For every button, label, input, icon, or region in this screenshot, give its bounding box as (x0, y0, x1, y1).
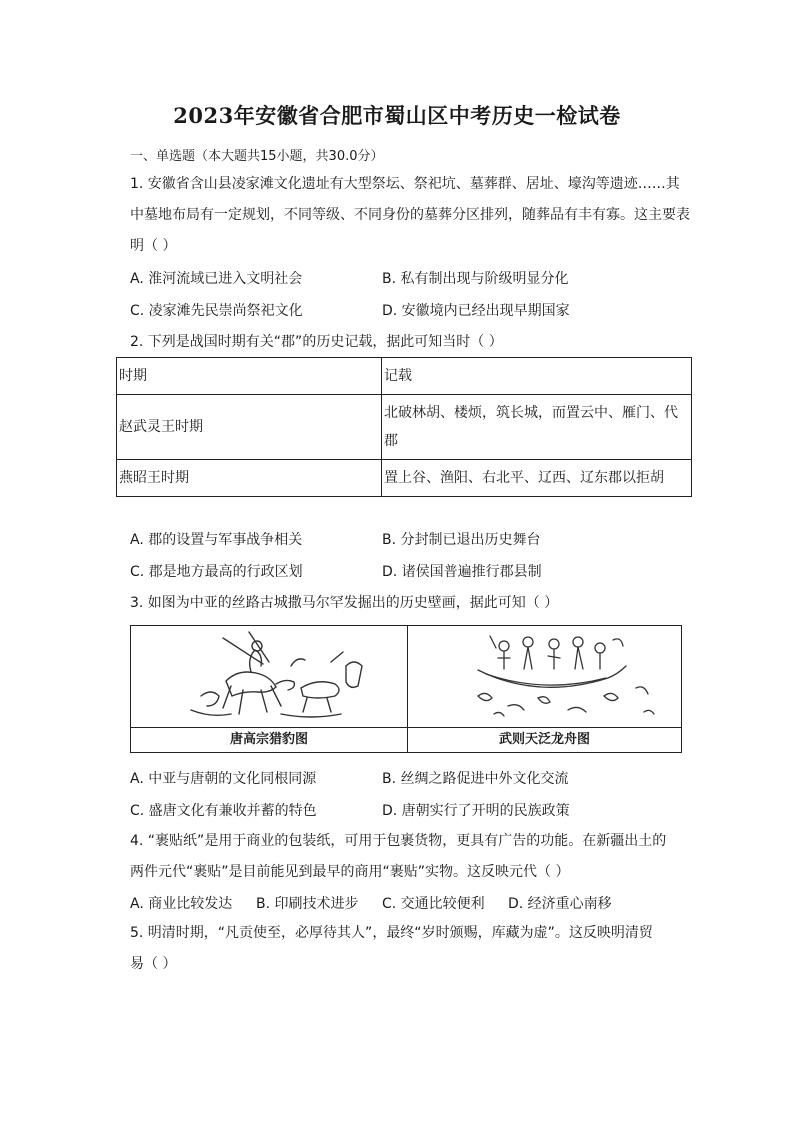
q4-option-c: C. 交通比较便利 (382, 896, 485, 912)
table-cell: 置上谷、渔阳、右北平、辽西、辽东郡以拒胡 (382, 460, 692, 497)
hunting-mural-sketch (131, 626, 407, 728)
dragon-boat-mural-sketch (408, 626, 681, 728)
q1-option-d: D. 安徽境内已经出现早期国家 (382, 303, 570, 319)
table-row (117, 460, 692, 497)
table-cell: 燕昭王时期 (117, 460, 382, 497)
records-table (116, 357, 692, 497)
question-1 (130, 169, 690, 262)
q4-option-a: A. 商业比较发达 (130, 896, 233, 912)
question-4-line: 两件元代“裹贴”是目前能见到最早的商用“裹贴”实物。这反映元代（ ） (130, 864, 570, 880)
q3-option-b: B. 丝绸之路促进中外文化交流 (382, 771, 569, 787)
question-5-line: 易（ ） (130, 956, 177, 972)
table-header-row (117, 358, 692, 395)
question-1-line: 中墓地布局有一定规划，不同等级、不同身份的墓葬分区排列，随葬品有丰有寡。这主要表 (130, 207, 690, 223)
question-4 (130, 826, 690, 888)
question-3-stem: 3. 如图为中亚的丝路古城撒马尔罕发掘出的历史壁画，据此可知（ ） (130, 595, 559, 611)
table-header-cell: 时期 (117, 358, 382, 395)
q1-option-b: B. 私有制出现与阶级明显分化 (382, 271, 569, 287)
mural-panel-hunting (131, 626, 408, 752)
mural-panel-dragon-boat (408, 626, 681, 752)
caption-dragon-boat: 武则天泛龙舟图 (408, 727, 681, 752)
mural-figure (130, 625, 682, 753)
q4-option-b: B. 印刷技术进步 (256, 896, 359, 912)
caption-hunting: 唐高宗猎豹图 (131, 727, 407, 752)
question-4-line: 4. “裹贴纸”是用于商业的包装纸，可用于包裹货物，更具有广告的功能。在新疆出土的 (130, 833, 667, 849)
table-row (117, 395, 692, 460)
q3-option-d: D. 唐朝实行了开明的民族政策 (382, 803, 570, 819)
page-title: 2023年安徽省合肥市蜀山区中考历史一检试卷 (173, 103, 621, 128)
q2-option-b: B. 分封制已退出历史舞台 (382, 532, 541, 548)
q2-option-d: D. 诸侯国普遍推行郡县制 (382, 564, 542, 580)
table-cell: 赵武灵王时期 (117, 395, 382, 460)
question-5-line: 5. 明清时期，“凡贡使至，必厚待其人”，最终“岁时颁赐，库藏为虚”。这反映明清贸 (130, 925, 653, 941)
question-1-line: 1. 安徽省含山县凌家滩文化遗址有大型祭坛、祭祀坑、墓葬群、居址、壕沟等遗迹……其 (130, 176, 680, 192)
question-2-stem: 2. 下列是战国时期有关“郡”的历史记载，据此可知当时（ ） (130, 334, 503, 350)
question-1-line: 明（ ） (130, 238, 177, 254)
q3-option-c: C. 盛唐文化有兼收并蓄的特色 (130, 803, 317, 819)
q2-option-c: C. 郡是地方最高的行政区划 (130, 564, 303, 580)
table-header-cell: 记载 (382, 358, 692, 395)
q1-option-c: C. 凌家滩先民崇尚祭祀文化 (130, 303, 303, 319)
table-cell: 北破林胡、楼烦，筑长城，而置云中、雁门、代郡 (382, 395, 692, 460)
q1-option-a: A. 淮河流域已进入文明社会 (130, 271, 303, 287)
q2-option-a: A. 郡的设置与军事战争相关 (130, 532, 303, 548)
section-heading: 一、单选题（本大题共15小题，共30.0分） (130, 149, 384, 164)
q4-option-d: D. 经济重心南移 (508, 896, 612, 912)
q3-option-a: A. 中亚与唐朝的文化同根同源 (130, 771, 317, 787)
question-5 (130, 918, 690, 980)
